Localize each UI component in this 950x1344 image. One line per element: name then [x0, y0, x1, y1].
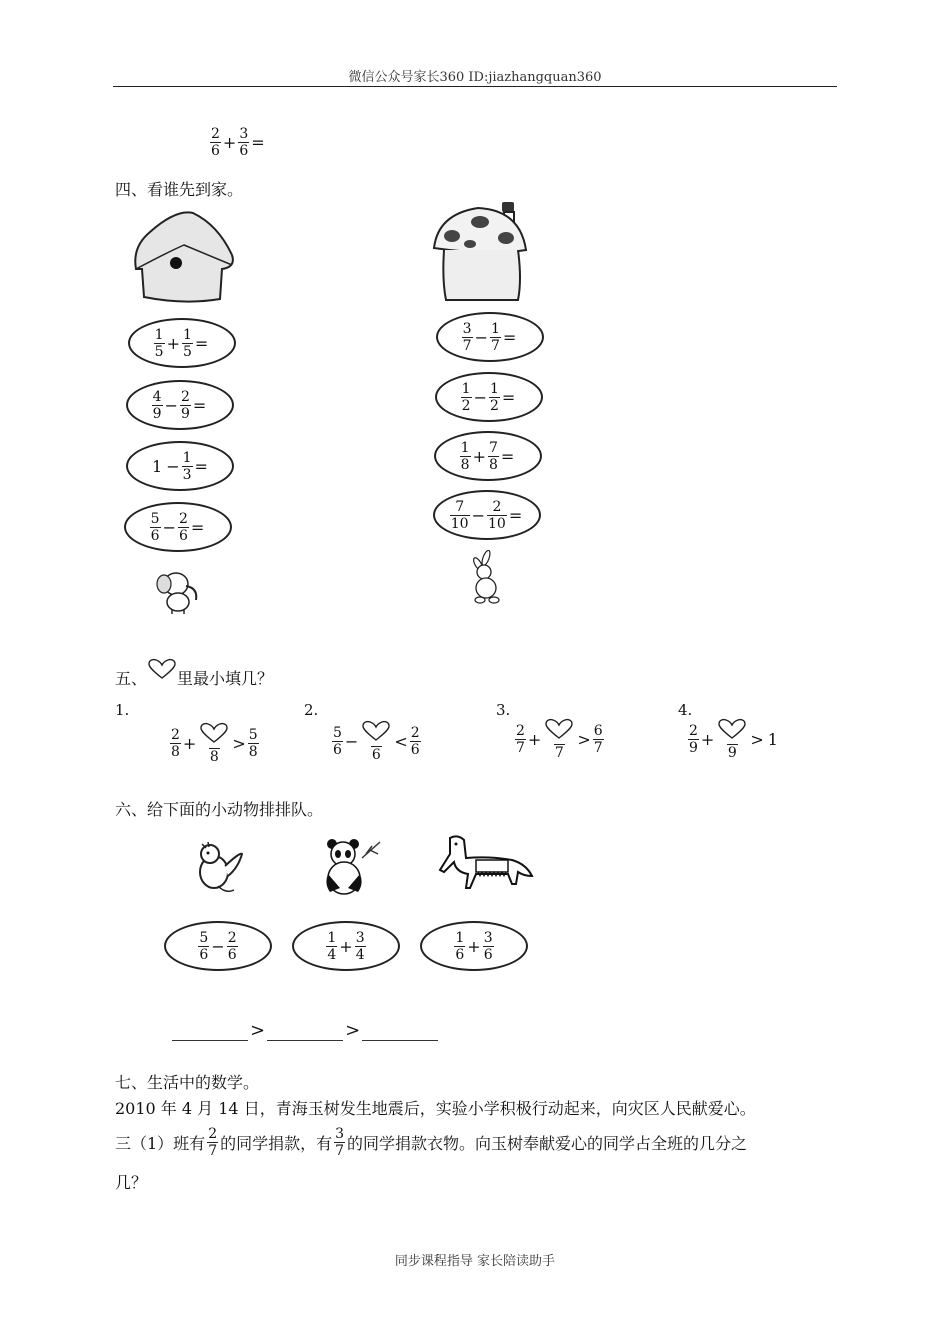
question-label: 3.: [496, 701, 511, 719]
answer-blank[interactable]: [362, 1022, 438, 1041]
header-divider: [113, 86, 837, 87]
question-label: 4.: [678, 701, 693, 719]
equation-oval: $\frac{4}{9}$ − $\frac{2}{9}$ =: [126, 380, 234, 430]
page-header: 微信公众号家长360 ID:jiazhangquan360: [348, 70, 602, 85]
question-label: 1.: [115, 701, 130, 719]
top-expression: $\frac{2}{6}$ + $\frac{3}{6}$ =: [211, 126, 265, 159]
answer-blank[interactable]: [267, 1022, 343, 1041]
equation-oval: $\frac{1}{2}$ − $\frac{1}{2}$ =: [435, 372, 543, 422]
equation-oval: $\frac{7}{10}$ − $\frac{2}{10}$ =: [433, 490, 541, 540]
fraction: $\frac{2}{6}$: [211, 126, 220, 159]
fraction: $\frac{3}{6}$: [239, 126, 249, 159]
heart-icon: [361, 720, 391, 742]
inequality-expression: $\frac{2}{7}$ + 7 > $\frac{6}{7}$: [515, 718, 604, 761]
equation-oval: $\frac{1}{8}$ + $\frac{7}{8}$ =: [434, 431, 542, 481]
heart-icon: [199, 722, 229, 744]
horse-icon: [436, 832, 536, 898]
heart-icon: [147, 658, 177, 680]
page-footer: 同步课程指导 家长陪读助手: [394, 1254, 556, 1269]
animal-equation-oval: $\frac{1}{4}$ + $\frac{3}{4}$: [292, 921, 400, 971]
problem-text-line2: 三（1）班有 $\frac{2}{7}$ 的同学捐款，有 $\frac{3}{7}$ 的同学捐款衣物。向玉树奉献爱心的同学占全班的几分之: [115, 1126, 748, 1159]
equation-oval: 1 − $\frac{1}{3}$ =: [126, 441, 234, 491]
section-6-title: 六、给下面的小动物排排队。: [115, 800, 324, 819]
question-label: 2.: [304, 701, 319, 719]
inequality-expression: $\frac{2}{9}$ + 9 > 1: [688, 718, 780, 761]
animal-equation-oval: $\frac{5}{6}$ − $\frac{2}{6}$: [164, 921, 272, 971]
ordering-answer-row: > >: [172, 1020, 438, 1041]
bird-icon: [192, 838, 246, 898]
panda-icon: [314, 836, 384, 898]
section-4-title: 四、看谁先到家。: [115, 180, 244, 199]
equation-oval: $\frac{1}{5}$ + $\frac{1}{5}$ =: [128, 318, 236, 368]
section-5-title: 五、 里最小填几？: [115, 658, 273, 689]
elephant-icon: [152, 568, 202, 616]
section-7-title: 七、生活中的数学。: [115, 1073, 260, 1092]
equation-oval: $\frac{3}{7}$ − $\frac{1}{7}$ =: [436, 312, 544, 362]
answer-blank[interactable]: [172, 1022, 248, 1041]
inequality-expression: $\frac{5}{6}$ − 6 < $\frac{2}{6}$: [332, 720, 421, 763]
house-left-icon: [128, 207, 240, 307]
animal-equation-oval: $\frac{1}{6}$ + $\frac{3}{6}$: [420, 921, 528, 971]
equation-oval: $\frac{5}{6}$ − $\frac{2}{6}$ =: [124, 502, 232, 552]
heart-icon: [717, 718, 747, 740]
problem-text: 2010 年 4 月 14 日，青海玉树发生地震后，实验小学积极行动起来，向灾区人民献爱心。: [115, 1099, 756, 1118]
mushroom-house-icon: [430, 200, 530, 304]
rabbit-icon: [464, 550, 508, 606]
inequality-expression: $\frac{2}{8}$ + 8 > $\frac{5}{8}$: [170, 722, 259, 765]
problem-text-line3: 几？: [115, 1173, 148, 1192]
heart-icon: [544, 718, 574, 740]
